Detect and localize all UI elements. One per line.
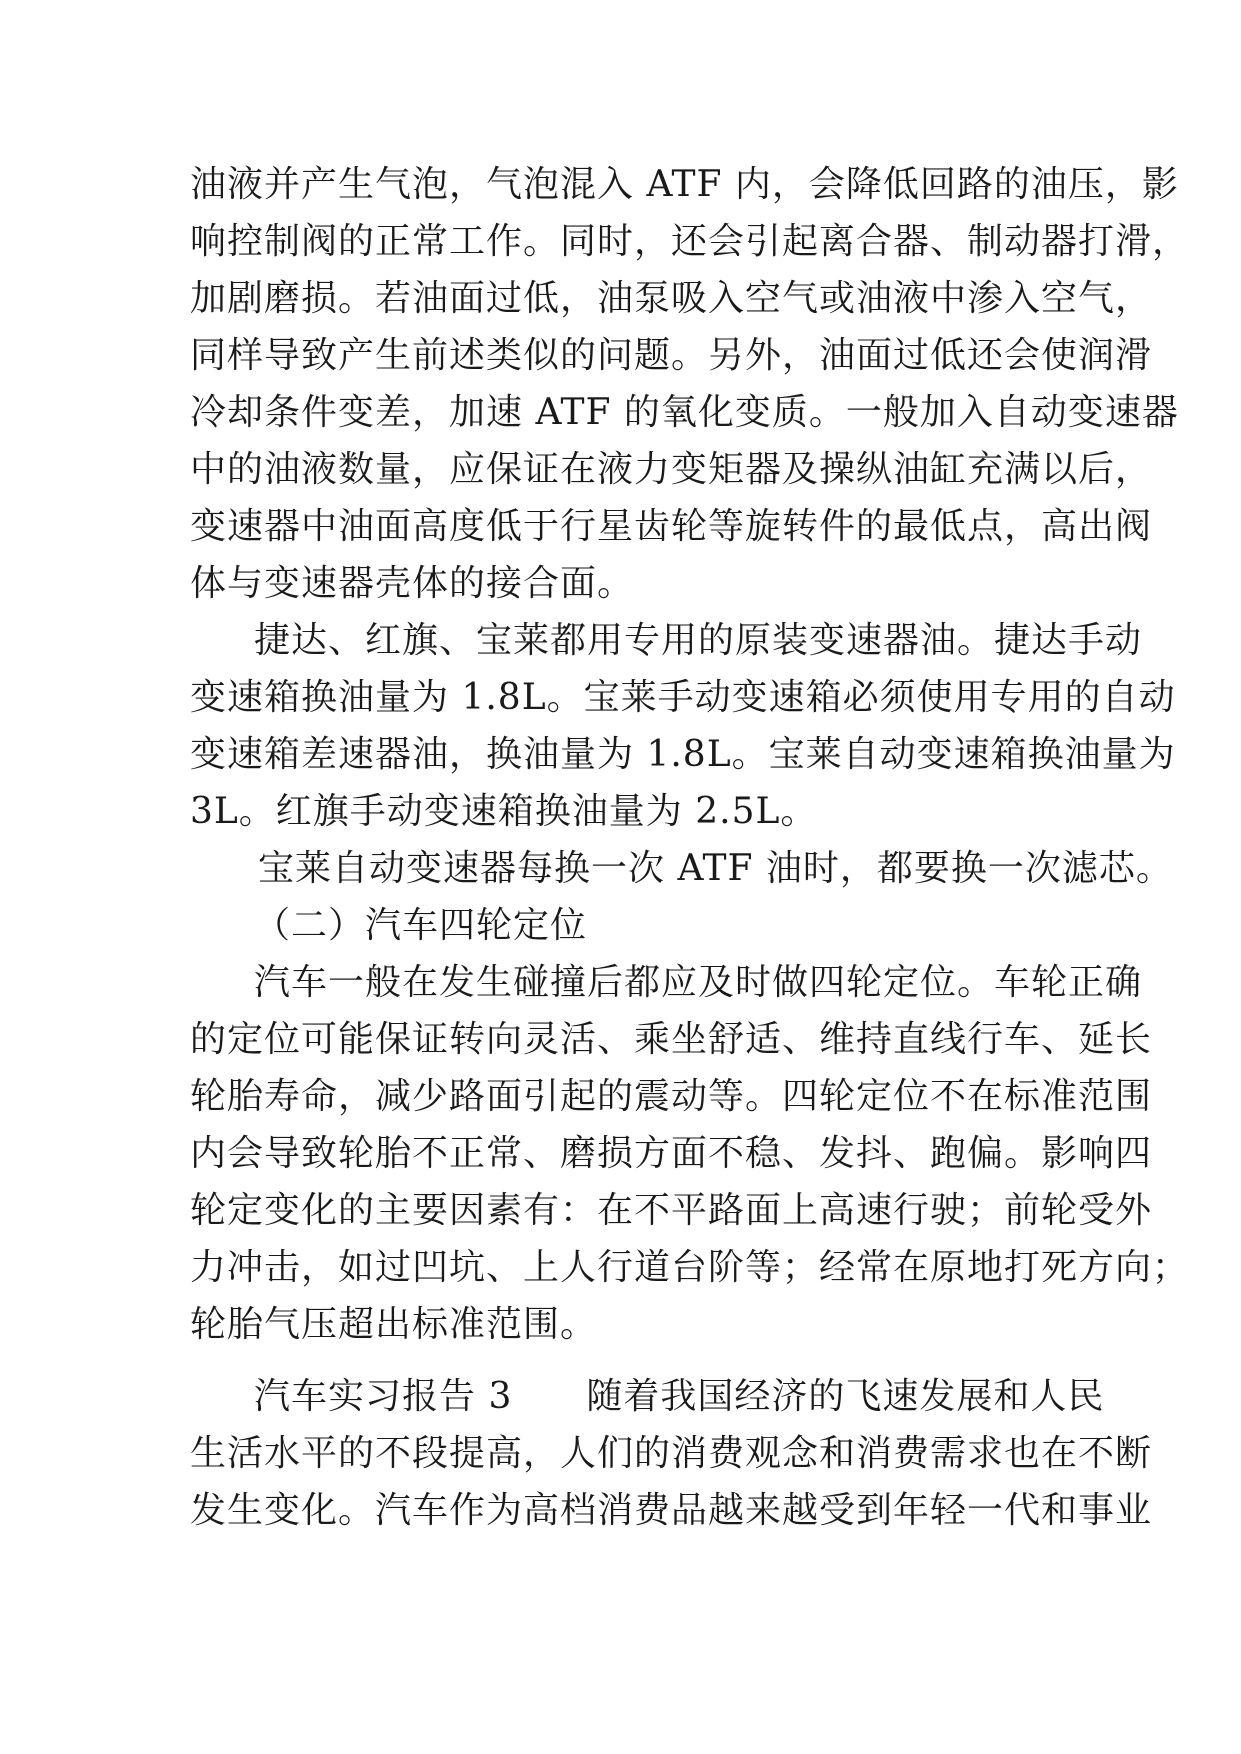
text-line-24: 发生变化。汽车作为高档消费品越来越受到年轻一代和事业: [190, 1490, 1153, 1531]
text-line-21: 轮胎气压超出标准范围。: [190, 1304, 598, 1345]
text-line-12: 3L。红旗手动变速箱换油量为 2.5L。: [190, 791, 818, 832]
text-line-8: 体与变速器壳体的接合面。: [190, 563, 635, 604]
text-line-22: 汽车实习报告 3 随着我国经济的飞速发展和人民: [254, 1376, 1105, 1417]
section-heading: （二）汽车四轮定位: [254, 905, 588, 946]
text-line-2: 响控制阀的正常工作。同时，还会引起离合器、制动器打滑，: [190, 221, 1190, 262]
text-line-1: 油液并产生气泡，气泡混入 ATF 内，会降低回路的油压，影: [190, 164, 1179, 205]
text-line-17: 轮胎寿命，减少路面引起的震动等。四轮定位不在标准范围: [190, 1076, 1153, 1117]
text-line-6: 中的油液数量，应保证在液力变矩器及操纵油缸充满以后，: [190, 449, 1153, 490]
text-line-13: 宝莱自动变速器每换一次 ATF 油时，都要换一次滤芯。: [258, 848, 1173, 889]
text-line-23: 生活水平的不段提高，人们的消费观念和消费需求也在不断: [190, 1433, 1153, 1474]
text-line-5: 冷却条件变差，加速 ATF 的氧化变质。一般加入自动变速器: [190, 392, 1179, 433]
text-line-20: 力冲击，如过凹坑、上人行道台阶等；经常在原地打死方向；: [190, 1247, 1190, 1288]
text-line-10: 变速箱换油量为 1.8L。宝莱手动变速箱必须使用专用的自动: [190, 677, 1176, 718]
text-line-9: 捷达、红旗、宝莱都用专用的原装变速器油。捷达手动: [254, 620, 1143, 661]
text-line-15: 汽车一般在发生碰撞后都应及时做四轮定位。车轮正确: [254, 962, 1143, 1003]
text-line-16: 的定位可能保证转向灵活、乘坐舒适、维持直线行车、延长: [190, 1019, 1153, 1060]
text-line-11: 变速箱差速器油，换油量为 1.8L。宝莱自动变速箱换油量为: [190, 734, 1176, 775]
text-line-7: 变速器中油面高度低于行星齿轮等旋转件的最低点，高出阀: [190, 506, 1153, 547]
text-line-19: 轮定变化的主要因素有：在不平路面上高速行驶；前轮受外: [190, 1190, 1153, 1231]
text-line-4: 同样导致产生前述类似的问题。另外，油面过低还会使润滑: [190, 335, 1153, 376]
text-line-18: 内会导致轮胎不正常、磨损方面不稳、发抖、跑偏。影响四: [190, 1133, 1153, 1174]
text-line-3: 加剧磨损。若油面过低，油泵吸入空气或油液中渗入空气，: [190, 278, 1153, 319]
